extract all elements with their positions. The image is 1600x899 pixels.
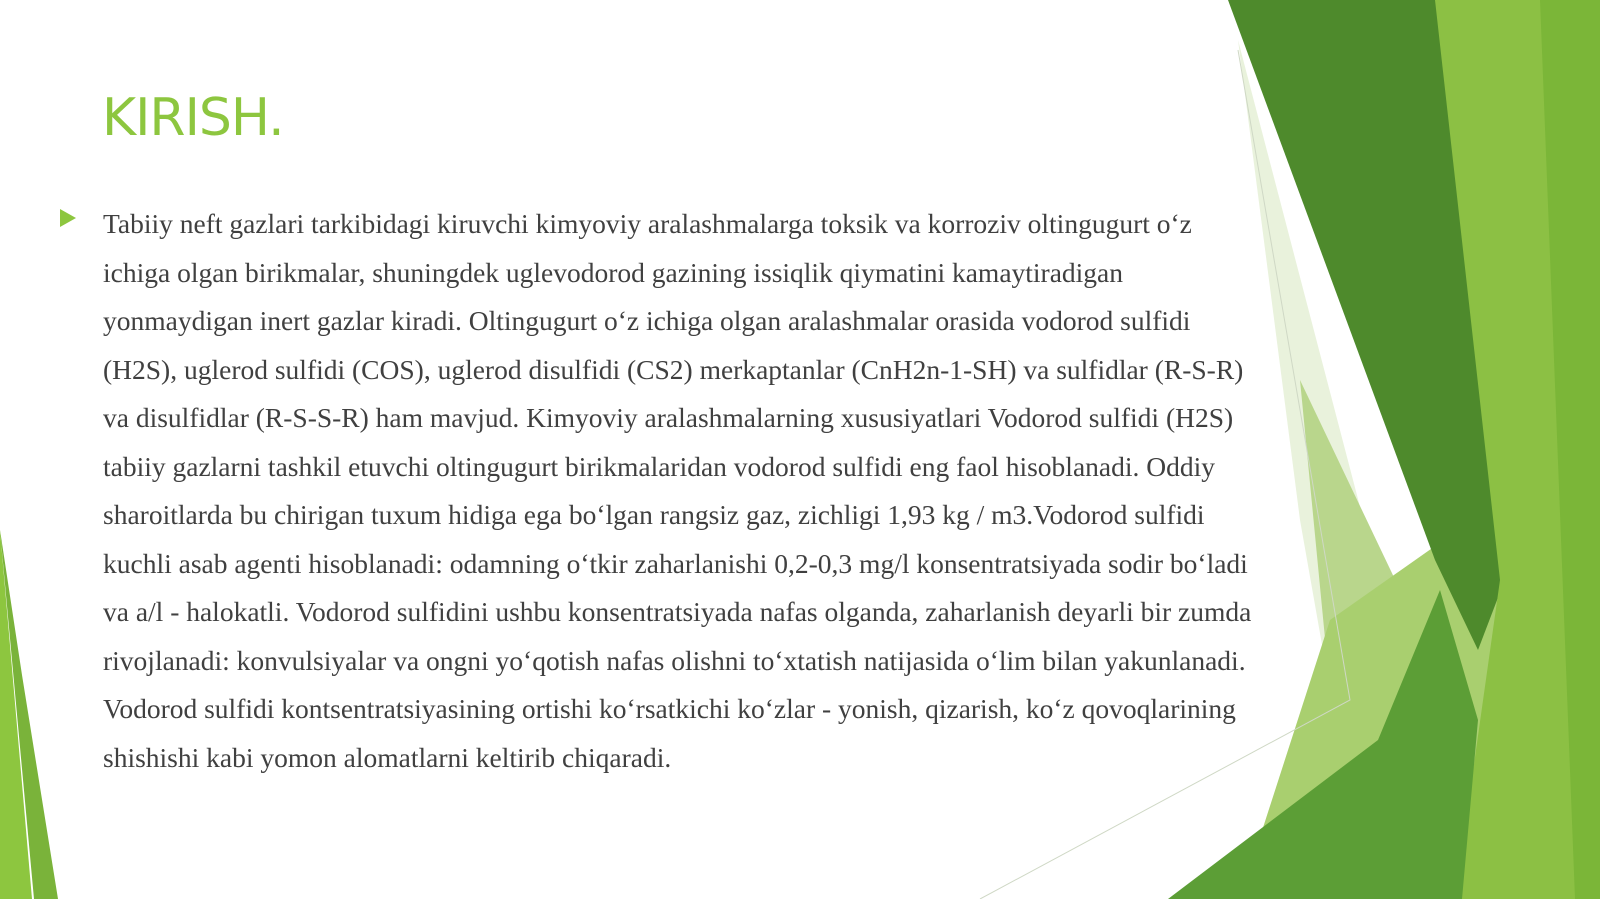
slide-title: KIRISH. [102,88,284,148]
triangle-bullet-icon [60,209,76,227]
bullet-item [60,200,1260,782]
body-text [60,200,1260,782]
body-paragraph: Tabiiy neft gazlari tarkibidagi kiruvchi kimyoviy aralashmalarga toksik va korroziv oltingugurt o‘z ichiga olgan birikmalar, shuningdek uglevodorod gazining issiqlik qiymatini kamaytiradigan yonmaydigan inert gazlar kiradi. Oltingugurt o‘z ichiga olgan aralashmalar orasida vodorod sulfidi (H2S), uglerod sulfidi (COS), uglerod disulfidi (CS2) merkaptanlar (CnH2n-1-SH) va sulfidlar (R-S-R) va disulfidlar (R-S-S-R) ham mavjud. Kimyoviy aralashmalarning xususiyatlari Vodorod sulfidi (H2S) tabiiy gazlarni tashkil etuvchi oltingugurt birikmalaridan vodorod sulfidi eng faol hisoblanadi. Oddiy sharoitlarda bu chirigan tuxum hidiga ega bo‘lgan rangsiz gaz, zichligi 1,93 kg / m3.Vodorod sulfidi kuchli asab agenti hisoblanadi: odamning o‘tkir zaharlanishi 0,2-0,3 mg/l konsentratsiyada sodir bo‘ladi va a/l - halokatli. Vodorod sulfidini ushbu konsentratsiyada nafas olganda, zaharlanish deyarli bir zumda rivojlanadi: konvulsiyalar va ongni yo‘qotish nafas olishni to‘xtatish natijasida o‘lim bilan yakunlanadi. Vodorod sulfidi kontsentratsiyasining ortishi ko‘rsatkichi ko‘zlar - yonish, qizarish, ko‘z qovoqlarining shishishi kabi yomon alomatlarni keltirib chiqaradi. [103,208,1252,773]
